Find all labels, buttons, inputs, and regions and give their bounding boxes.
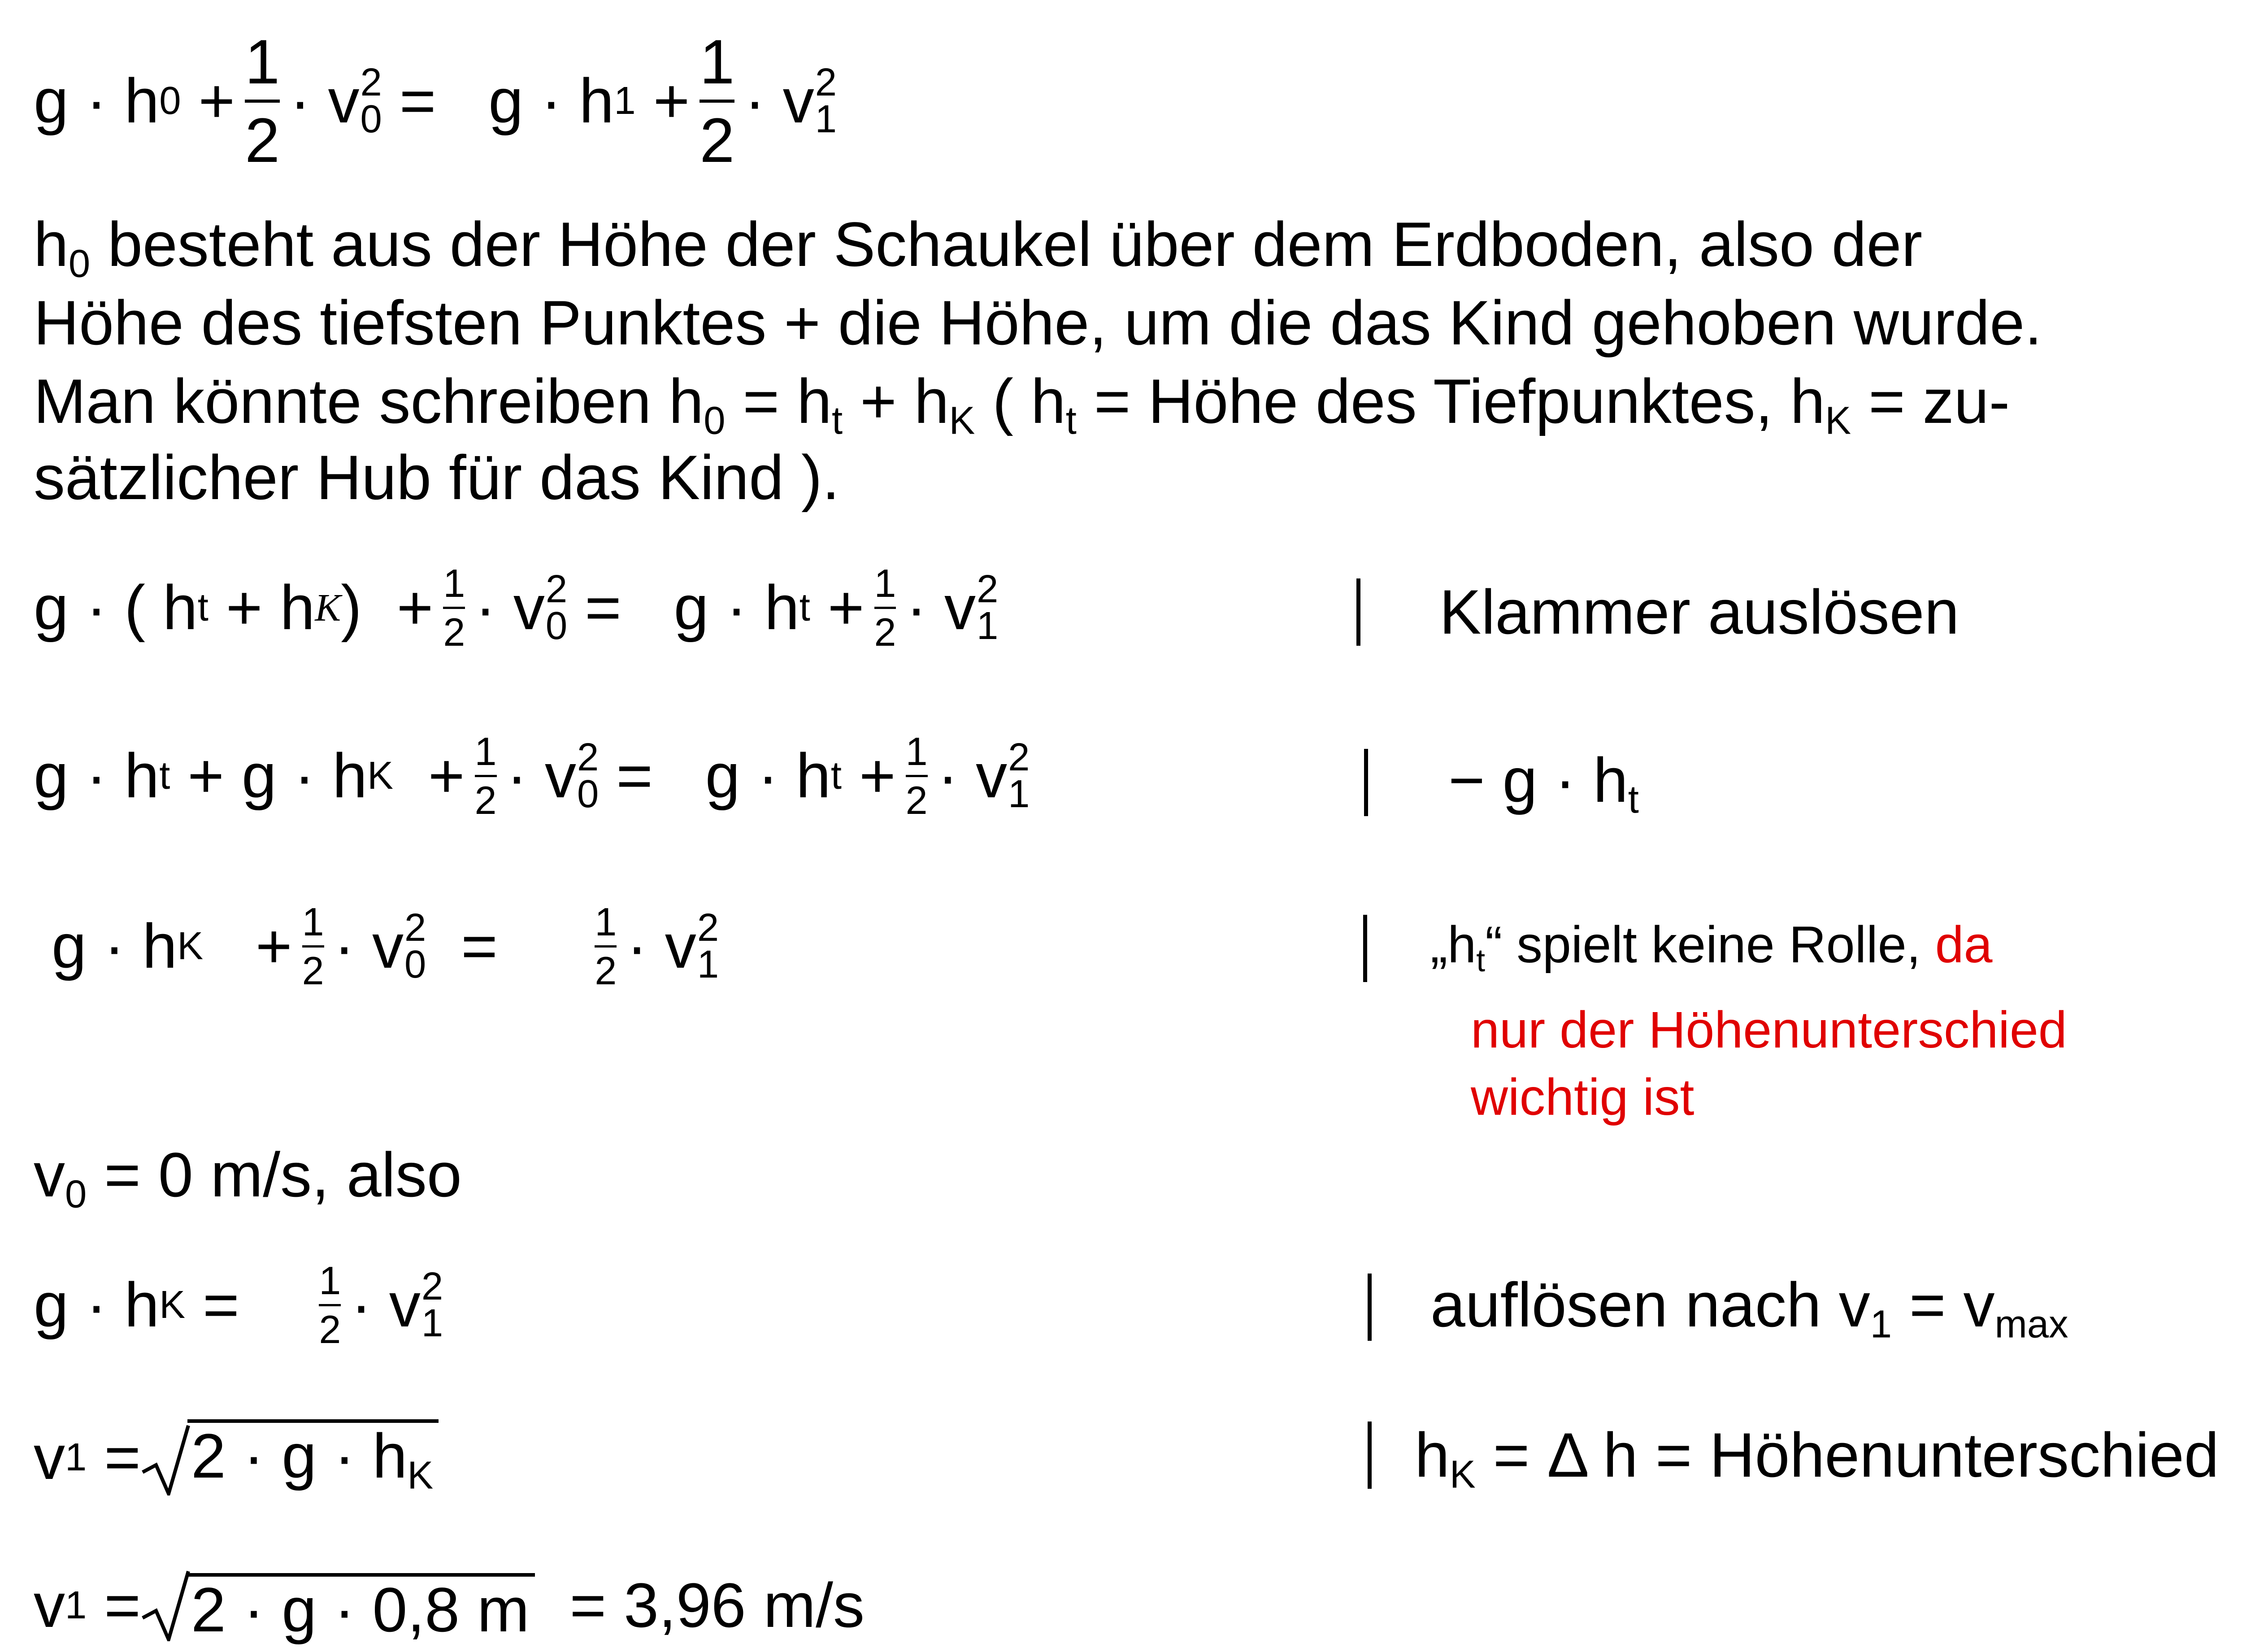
fraction-one-half: 1 2 [700,26,735,175]
fraction-one-half: 1 2 [443,561,465,654]
separator-bar [1363,915,1367,982]
equation-v1-formula: v 1 = $2 \cdot g \cdot h_K$ [34,1413,439,1502]
paragraph-line-4: sätzlicher Hub für das Kind ). [34,442,840,513]
fraction-one-half: 1 2 [319,1258,341,1352]
note-klammer: Klammer auslösen [1439,577,1960,647]
result-value: = 3,96 m/s [569,1570,865,1640]
note-ht-irrelevant: $„h_t“$ spielt keine Rolle, da [1430,916,1993,978]
separator-bar [1368,1422,1372,1489]
fraction-one-half: 1 2 [874,561,896,654]
fraction-one-half: 1 2 [245,26,280,175]
radical-sign-icon [141,1569,190,1641]
radical-sign-icon [141,1424,190,1495]
fraction-one-half: 1 2 [474,729,497,822]
equation-reduced: g · h K + 1 2 · v 2 0 = 1 2 · v 2 1 [52,899,719,993]
fraction-one-half: 1 2 [595,899,617,993]
paragraph-line-1: $h_0$ besteht aus der Höhe der Schaukel über dem Erdboden, also der [34,209,1923,286]
equation-expanded: g · h t + g · h K + 1 2 · v 2 0 = g · h t + 1 2 · v 2 1 [34,729,1030,822]
note-minus-ght: − $g \cdot h_t$ [1448,745,1639,822]
note-important: wichtig ist [1471,1069,1695,1126]
equation-energy-conservation: g · h 0 + 1 2 · v 2 0 = g · h 1 + 1 2 · v 2 1 [34,26,837,175]
equation-v1-result: v 1 = 2 · g · 0,8 m = 3,96 m/s [34,1570,865,1645]
note-height-difference: nur der Höhenunterschied [1471,1001,2067,1059]
v0-statement: $v_0 = 0$ m/s, also [34,1139,462,1216]
equation-simplified: g · h K = 1 2 · v 2 1 [34,1258,443,1352]
note-solve-for-v1: auflösen nach $v_1 = v_{max}$ [1430,1269,2068,1346]
separator-bar [1364,749,1368,816]
separator-bar [1368,1274,1372,1341]
fraction-one-half: 1 2 [302,899,324,993]
separator-bar [1356,578,1360,646]
square-root: 2 · g · 0,8 m [141,1569,535,1641]
square-root: $2 \cdot g \cdot h_K$ [141,1419,439,1495]
fraction-one-half: 1 2 [905,729,928,822]
equation-bracket: g · ( h t + h K ) + 1 2 · v 2 0 = g · h t + 1 2 · v 2 1 [34,561,999,654]
note-delta-h: $h_K = \Delta$ h = Höhenunterschied [1415,1420,2219,1496]
paragraph-line-3: Man könnte schreiben $h_0 = h_t + h_K$ ( $h_t$ = Höhe des Tiefpunktes, $h_K = zu-$ [34,366,2010,443]
paragraph-line-2: Höhe des tiefsten Punktes + die Höhe, um die das Kind gehoben wurde. [34,287,2042,358]
